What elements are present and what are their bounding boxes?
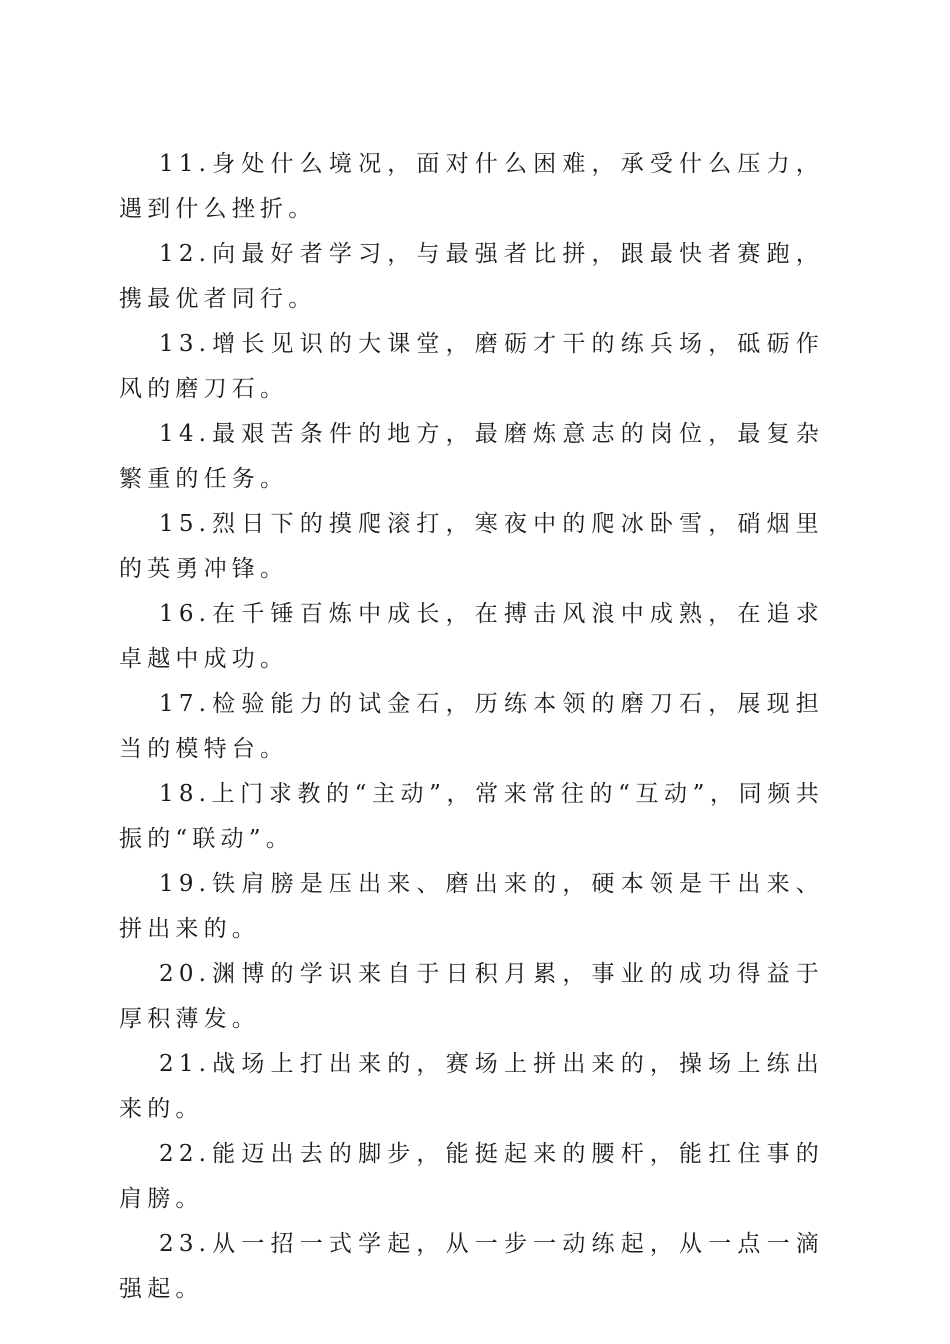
document-body [119,142,824,1312]
list-item: 13.增长见识的大课堂，磨砺才干的练兵场，砥砺作风的磨刀石。 [119,331,824,402]
list-item: 18.上门求教的“主动”，常来常往的“互动”，同频共振的“联动”。 [119,781,824,852]
list-item: 15.烈日下的摸爬滚打，寒夜中的爬冰卧雪，硝烟里的英勇冲锋。 [119,511,824,582]
list-item: 23.从一招一式学起，从一步一动练起，从一点一滴强起。 [119,1231,824,1302]
list-item: 16.在千锤百炼中成长，在搏击风浪中成熟，在追求卓越中成功。 [119,601,824,672]
list-item: 21.战场上打出来的，赛场上拼出来的，操场上练出来的。 [119,1051,824,1122]
list-item: 14.最艰苦条件的地方，最磨炼意志的岗位，最复杂繁重的任务。 [119,421,824,492]
list-item: 17.检验能力的试金石，历练本领的磨刀石，展现担当的模特台。 [119,691,824,762]
list-item: 20.渊博的学识来自于日积月累，事业的成功得益于厚积薄发。 [119,961,824,1032]
list-item: 19.铁肩膀是压出来、磨出来的，硬本领是干出来、拼出来的。 [119,871,824,942]
list-item: 11.身处什么境况，面对什么困难，承受什么压力，遇到什么挫折。 [119,151,824,222]
list-item: 22.能迈出去的脚步，能挺起来的腰杆，能扛住事的肩膀。 [119,1141,824,1212]
list-item: 12.向最好者学习，与最强者比拼，跟最快者赛跑，携最优者同行。 [119,241,824,312]
